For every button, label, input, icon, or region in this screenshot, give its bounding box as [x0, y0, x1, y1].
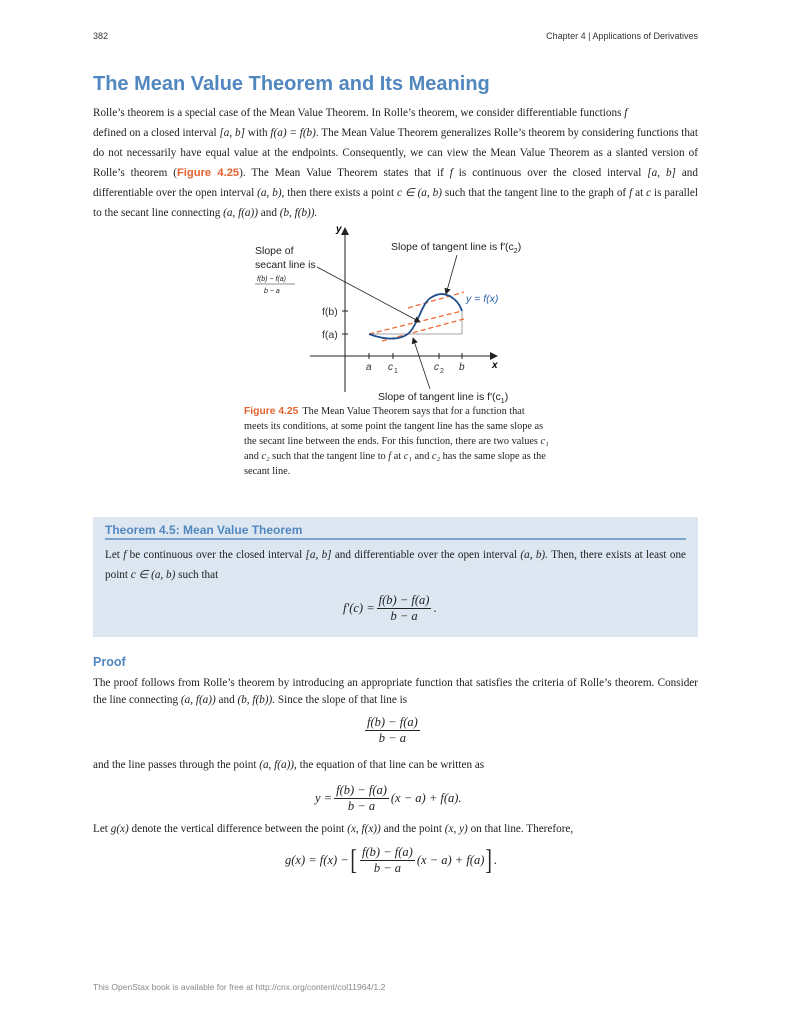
math-interval: [a, b]	[219, 127, 245, 139]
eq-lhs: f′(c) =	[343, 601, 375, 615]
text: is parallel to the secant line connecting	[93, 187, 698, 219]
math-c: c	[646, 187, 652, 199]
text: and the point	[380, 823, 445, 835]
x-axis-label: x	[492, 360, 498, 371]
text: at	[632, 187, 647, 199]
svg-text:2: 2	[440, 368, 444, 375]
right-bracket: ]	[485, 844, 493, 876]
svg-text:secant line is: secant line is	[255, 259, 316, 271]
math-c-in-interval: c ∈ (a, b)	[130, 569, 176, 581]
figure-caption	[244, 404, 550, 479]
text: such that the tangent line to	[269, 451, 389, 462]
math-f: f	[388, 451, 392, 462]
theorem-box	[93, 517, 698, 637]
text: and	[257, 207, 280, 219]
text: and	[411, 451, 432, 462]
figure-mvt-graph	[250, 222, 550, 404]
proof-paragraph-1	[93, 675, 698, 709]
section-title: The Mean Value Theorem and Its Meaning	[93, 73, 490, 95]
math-condition: f(a) = f(b)	[270, 127, 316, 139]
text: at	[391, 451, 404, 462]
denominator: b − a	[373, 861, 402, 875]
numerator: f(b) − f(a)	[362, 845, 413, 859]
math-interval: (a, b),	[257, 187, 285, 199]
chapter-header: Chapter 4 | Applications of Derivatives	[546, 31, 698, 41]
math-c2: c₂	[431, 451, 441, 462]
fraction	[377, 593, 432, 624]
math-f: f	[624, 107, 628, 119]
text: and differentiable over the open interval	[93, 167, 698, 199]
text: the equation of that line can be written as	[296, 759, 485, 771]
fraction	[365, 715, 420, 746]
numerator: f(b) − f(a)	[367, 715, 418, 729]
g-equation	[285, 845, 497, 876]
math-c1: c₁	[540, 436, 549, 447]
math-point-a: (a, f(a))	[223, 207, 258, 219]
svg-text:f(b) − f(a): f(b) − f(a)	[257, 276, 286, 283]
text: and differentiable over the open interval	[331, 549, 521, 561]
math-interval: [a, b]	[647, 167, 676, 179]
theorem-statement	[105, 545, 686, 585]
tangent-c2-label: Slope of tangent line is $f'(c_2)$	[391, 241, 522, 255]
text: is continuous over the closed interval	[452, 167, 648, 179]
text: Since the slope of that line is	[275, 694, 408, 706]
text: Then, there exists at least one point	[105, 549, 687, 581]
math-point-a: (a, f(a))	[180, 694, 216, 706]
denominator: b − a	[390, 609, 418, 623]
curve-label: y = f(x)	[466, 293, 499, 305]
x-tick-c2: c	[434, 362, 439, 373]
math-f: f	[629, 187, 633, 199]
left-bracket: [	[350, 844, 357, 876]
text: Let	[105, 549, 124, 561]
math-f: f	[449, 167, 453, 179]
math-c-in-interval: c ∈ (a, b)	[397, 187, 442, 199]
denominator: b − a	[347, 799, 376, 813]
math-c1: c₁	[403, 451, 412, 462]
numerator: f(b) − f(a)	[378, 593, 430, 607]
denominator: b − a	[378, 731, 406, 745]
y-axis-label: y	[336, 224, 342, 235]
math-interval: (a, b).	[520, 549, 548, 561]
fraction	[334, 783, 389, 814]
x-tick-c1: c	[388, 362, 393, 373]
math-point-b: (b, f(b)).	[279, 207, 318, 219]
math-f: f	[123, 549, 127, 561]
caption-label: Figure 4.25	[244, 406, 299, 417]
svg-text:1: 1	[394, 368, 398, 375]
text: then there exists a point	[284, 187, 397, 199]
eq-lhs: y =	[315, 791, 333, 805]
eq-end: .	[433, 601, 437, 615]
text: such that the tangent line to the graph of	[441, 187, 630, 199]
text: Rolle’s theorem is a special case of the Mean Value Theorem. In Rolle’s theorem, we consider differentiable functions	[93, 107, 625, 119]
math-point-b: (b, f(b)).	[237, 694, 276, 706]
text: such that	[175, 569, 219, 581]
page-number: 382	[93, 31, 109, 41]
math-point-a: (a, f(a)),	[259, 759, 297, 771]
text: denote the vertical difference between the point	[128, 823, 348, 835]
text: defined on a closed interval	[93, 127, 220, 139]
eq-lhs: g(x) = f(x) −	[285, 853, 349, 867]
math-point-x: (x, f(x))	[347, 823, 381, 835]
text: and the line passes through the point	[93, 759, 260, 771]
eq-rhs: (x − a) + f(a)	[416, 853, 485, 867]
proof-title: Proof	[93, 655, 126, 669]
text: on that line. Therefore,	[467, 823, 574, 835]
eq-rhs: (x − a) + f(a).	[390, 791, 462, 805]
math-point-xy: (x, y)	[444, 823, 468, 835]
footer-note: This OpenStax book is available for free at http://cnx.org/content/col11964/1.2	[93, 982, 386, 992]
eq-end: .	[493, 853, 497, 867]
figure-link[interactable]: Figure 4.25	[176, 167, 240, 179]
fraction	[360, 845, 415, 876]
text: with	[244, 127, 271, 139]
x-tick-b: b	[459, 362, 465, 373]
text: The proof follows from Rolle’s theorem by introducing an appropriate function that satisfies the criteria of Rolle’s theorem. Consider the line connecting	[93, 677, 698, 706]
intro-paragraph	[93, 103, 698, 223]
text: The Mean Value Theorem says that for a function that meets its conditions, at some point the tangent line has the same slope as the secant line between the ends. For this function, there are two values	[244, 406, 544, 447]
slope-equation	[363, 715, 422, 746]
secant-label: Slope of	[255, 245, 294, 257]
text: . The Mean Value Theorem generalizes Rolle’s theorem by considering functions that do not necessarily have equal value at the endpoints. Consequently, we can view the Mean Value Theorem as a slanted version of Rolle’s theorem (	[93, 127, 699, 179]
theorem-title: Theorem 4.5: Mean Value Theorem	[105, 523, 686, 540]
text: ). The Mean Value Theorem states that if	[239, 167, 450, 179]
proof-paragraph-3	[93, 819, 698, 839]
tangent-c1-label: Slope of tangent line is $f'(c_1)$	[378, 391, 509, 404]
proof-paragraph-2	[93, 755, 698, 775]
math-c2: c₂	[261, 451, 270, 462]
math-interval: [a, b]	[305, 549, 332, 561]
theorem-equation	[343, 593, 437, 624]
text: be continuous over the closed interval	[126, 549, 306, 561]
text: has the same slope as the secant line.	[244, 451, 546, 477]
svg-text:b − a: b − a	[264, 288, 280, 295]
numerator: f(b) − f(a)	[336, 783, 387, 797]
x-tick-a: a	[366, 362, 372, 373]
math-g: g(x)	[110, 823, 129, 835]
y-tick-fa: f(a)	[322, 329, 338, 341]
text: and	[244, 451, 262, 462]
text: and	[215, 694, 238, 706]
line-equation	[315, 783, 462, 814]
text: Let	[93, 823, 111, 835]
y-tick-fb: f(b)	[322, 306, 338, 318]
